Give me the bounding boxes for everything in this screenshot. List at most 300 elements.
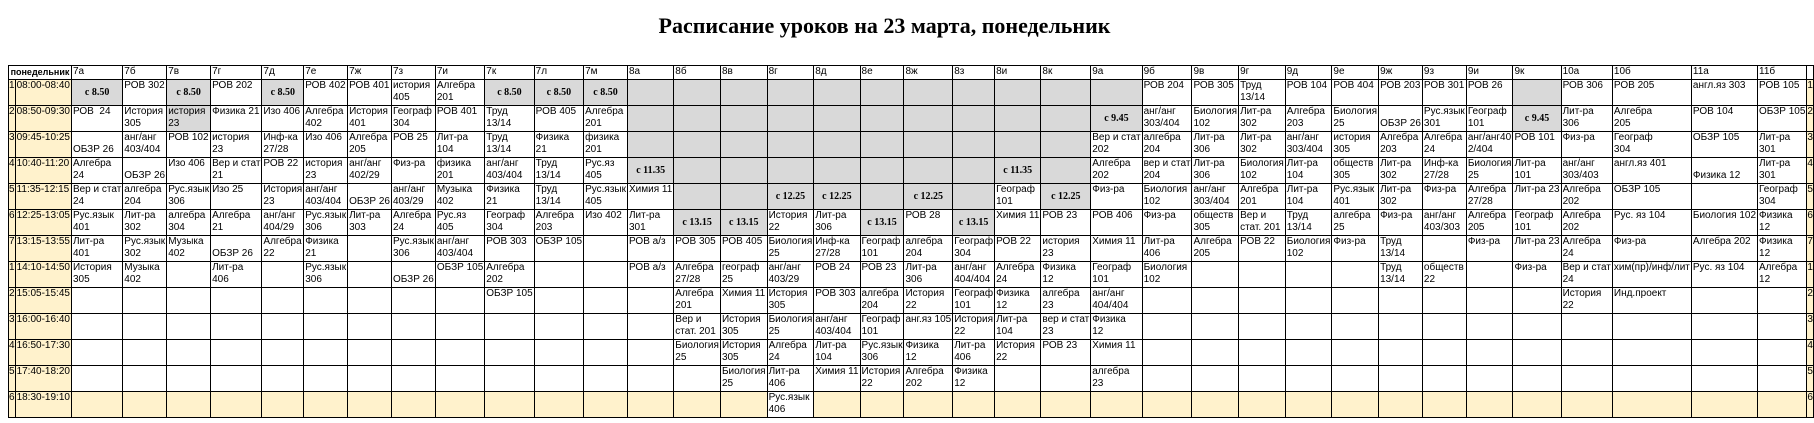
empty-cell (211, 340, 262, 366)
lesson-time: 17:40-18:20 (15, 366, 71, 392)
class-header: 9б (1142, 66, 1192, 80)
empty-cell (953, 184, 995, 210)
lesson-cell: РОВ 302 (123, 80, 167, 106)
lesson-cell: история 23 (1041, 236, 1091, 262)
lesson-cell: РОВ 25 (391, 132, 435, 158)
lesson-cell: с 9.45 (1091, 106, 1142, 132)
row-end-number: 1 (1807, 80, 1814, 106)
empty-cell (485, 340, 534, 366)
empty-cell (674, 158, 721, 184)
lesson-cell: Лит-ра 306 (1561, 106, 1612, 132)
empty-cell (262, 366, 304, 392)
lesson-cell: Алгебра 12 (1758, 262, 1807, 288)
lesson-row (9, 236, 1814, 262)
empty-cell (814, 106, 860, 132)
lesson-cell: Физ-ра (1513, 262, 1561, 288)
lesson-number: 2 (9, 106, 16, 132)
empty-cell (211, 366, 262, 392)
lesson-cell: РОВ 24 (71, 106, 122, 132)
class-header: 9и (1466, 66, 1513, 80)
lesson-row (9, 158, 1814, 184)
empty-cell (904, 392, 953, 418)
lesson-number: 5 (9, 184, 16, 210)
lesson-cell: с 13.15 (674, 210, 721, 236)
lesson-cell: Изо 406 (304, 132, 348, 158)
lesson-row (9, 366, 1814, 392)
lesson-cell: алгебра 204 (904, 236, 953, 262)
lesson-cell: Алгебра 24 (71, 158, 122, 184)
empty-cell (1513, 314, 1561, 340)
class-header: 10б (1612, 66, 1691, 80)
lesson-cell: англ.яз 303 (1691, 80, 1757, 106)
empty-cell (262, 314, 304, 340)
lesson-cell: Географ 304 (953, 236, 995, 262)
lesson-cell: РОВ 26 (1466, 80, 1513, 106)
lesson-time: 15:05-15:45 (15, 288, 71, 314)
lesson-cell: Алгебра 201 (435, 80, 484, 106)
class-header: 8г (767, 66, 814, 80)
lesson-cell: Вер и стат 24 (71, 184, 122, 210)
empty-cell (1379, 340, 1423, 366)
empty-cell (627, 132, 673, 158)
empty-cell (534, 392, 583, 418)
lesson-cell: РОВ 301 (1422, 80, 1466, 106)
lesson-cell: Рус.язык 401 (71, 210, 122, 236)
schedule-table (8, 65, 1814, 418)
day-label: понедельник (9, 66, 72, 80)
empty-cell (953, 158, 995, 184)
lesson-cell: ОБЗР 105 (534, 236, 583, 262)
lesson-cell: анг/анг 402/29 (348, 158, 392, 184)
empty-cell (814, 80, 860, 106)
lesson-cell: РОВ 105 (1758, 80, 1807, 106)
empty-cell (720, 80, 767, 106)
lesson-cell: Лит-ра 306 (1192, 132, 1239, 158)
lesson-row (9, 80, 1814, 106)
row-end-number: 3 (1807, 132, 1814, 158)
lesson-cell: Рус.язык 306 (391, 236, 435, 262)
lesson-cell: анг/анг 404/404 (1091, 288, 1142, 314)
empty-cell (534, 314, 583, 340)
empty-cell (348, 314, 392, 340)
lesson-cell: с 8.50 (71, 80, 122, 106)
class-header: 8а (627, 66, 673, 80)
empty-cell (720, 392, 767, 418)
lesson-cell: Биология 102 (1142, 262, 1192, 288)
lesson-cell: Лит-ра 301 (1758, 132, 1807, 158)
class-header: 7л (534, 66, 583, 80)
lesson-cell: История 22 (953, 314, 995, 340)
empty-cell (767, 106, 814, 132)
lesson-cell: Географ 304 (1758, 184, 1807, 210)
lesson-cell: хим(пр)/инф/лит (1612, 262, 1691, 288)
empty-cell (1513, 80, 1561, 106)
lesson-cell: История 305 (720, 340, 767, 366)
lesson-cell: с 13.15 (860, 210, 904, 236)
empty-cell (304, 314, 348, 340)
empty-cell (1285, 340, 1332, 366)
class-header: 8к (1041, 66, 1091, 80)
empty-cell (1332, 288, 1379, 314)
lesson-cell: ОБЗР 26 (123, 158, 167, 184)
lesson-cell: анг/анг 404/404 (953, 262, 995, 288)
lesson-time: 10:40-11:20 (15, 158, 71, 184)
lesson-number: 7 (9, 236, 16, 262)
lesson-cell: история 405 (391, 80, 435, 106)
empty-cell (71, 366, 122, 392)
lesson-cell: Физ-ра (1612, 236, 1691, 262)
lesson-time: 12:25-13:05 (15, 210, 71, 236)
empty-cell (1466, 366, 1513, 392)
lesson-cell: с 12.25 (767, 184, 814, 210)
lesson-cell: РОВ 22 (262, 158, 304, 184)
empty-cell (71, 392, 122, 418)
lesson-cell: Рус.язык 306 (167, 184, 211, 210)
lesson-cell: Химия 11 (814, 366, 860, 392)
empty-cell (1758, 392, 1807, 418)
lesson-cell: РОВ 303 (814, 288, 860, 314)
empty-cell (534, 262, 583, 288)
lesson-cell: Инд.проект (1612, 288, 1691, 314)
lesson-cell: вер и стат 23 (1041, 314, 1091, 340)
empty-cell (1758, 314, 1807, 340)
lesson-cell: физика 201 (584, 132, 628, 158)
empty-cell (1561, 314, 1612, 340)
lesson-cell: Рус.язык 302 (123, 236, 167, 262)
empty-cell (1466, 392, 1513, 418)
empty-cell (720, 132, 767, 158)
empty-cell (953, 392, 995, 418)
lesson-cell: с 8.50 (534, 80, 583, 106)
empty-cell (262, 340, 304, 366)
lesson-cell: Труд 13/14 (534, 158, 583, 184)
empty-cell (1285, 288, 1332, 314)
lesson-cell: Географ 101 (860, 314, 904, 340)
empty-cell (1285, 262, 1332, 288)
empty-cell (627, 366, 673, 392)
empty-cell (1561, 340, 1612, 366)
lesson-cell: англ.яз 401 (1612, 158, 1691, 184)
lesson-cell: Биология 102 (1285, 236, 1332, 262)
lesson-cell: Лит-ра 104 (435, 132, 484, 158)
lesson-cell: Алгебра 202 (1561, 184, 1612, 210)
empty-cell (584, 366, 628, 392)
empty-cell (953, 132, 995, 158)
lesson-cell: Лит-ра 306 (814, 210, 860, 236)
lesson-cell: Химия 11 (720, 288, 767, 314)
empty-cell (1379, 288, 1423, 314)
lesson-cell: анг.яз 105 (904, 314, 953, 340)
lesson-cell: Биология 25 (1466, 158, 1513, 184)
empty-cell (211, 288, 262, 314)
empty-cell (904, 132, 953, 158)
lesson-cell: с 8.50 (584, 80, 628, 106)
lesson-cell: Географ 101 (995, 184, 1041, 210)
empty-cell (348, 392, 392, 418)
class-header: 11б (1758, 66, 1807, 80)
lesson-cell: РОВ а/з (627, 236, 673, 262)
class-header: 8з (953, 66, 995, 80)
lesson-cell: РОВ 23 (860, 262, 904, 288)
lesson-cell: РОВ 402 (304, 80, 348, 106)
empty-cell (123, 366, 167, 392)
lesson-cell: анг/анг 404/29 (262, 210, 304, 236)
lesson-cell: алгебра 304 (167, 210, 211, 236)
empty-cell (1422, 288, 1466, 314)
empty-cell (860, 106, 904, 132)
lesson-cell: ОБЗР 26 (71, 132, 122, 158)
lesson-cell: РОВ 405 (720, 236, 767, 262)
empty-cell (391, 288, 435, 314)
lesson-row (9, 392, 1814, 418)
empty-cell (435, 366, 484, 392)
lesson-cell: Физ-ра (391, 158, 435, 184)
lesson-cell: Химия 11 (1091, 340, 1142, 366)
empty-cell (860, 80, 904, 106)
lesson-cell: Физ-ра (1561, 132, 1612, 158)
lesson-number: 3 (9, 132, 16, 158)
empty-cell (995, 366, 1041, 392)
lesson-cell: алгебра 23 (1041, 288, 1091, 314)
empty-cell (391, 340, 435, 366)
empty-cell (123, 288, 167, 314)
lesson-cell: Алгебра 24 (391, 210, 435, 236)
lesson-cell: История 23 (262, 184, 304, 210)
class-header: 7м (584, 66, 628, 80)
lesson-cell: Биология 102 (1691, 210, 1757, 236)
lesson-cell: Химия 11 (627, 184, 673, 210)
lesson-time: 11:35-12:15 (15, 184, 71, 210)
empty-cell (860, 158, 904, 184)
lesson-cell: анг/анг 303/403 (1561, 158, 1612, 184)
lesson-cell: Химия 11 (995, 210, 1041, 236)
lesson-cell: РОВ 101 (1513, 132, 1561, 158)
empty-cell (1142, 288, 1192, 314)
lesson-cell: Географ 304 (1612, 132, 1691, 158)
row-end-number: 4 (1807, 340, 1814, 366)
lesson-cell: Алгебра 203 (1285, 106, 1332, 132)
lesson-cell: Физика 21 (304, 236, 348, 262)
lesson-cell: История 22 (1561, 288, 1612, 314)
empty-cell (1091, 80, 1142, 106)
empty-cell (348, 340, 392, 366)
lesson-cell: Лит-ра 303 (348, 210, 392, 236)
lesson-cell: история 305 (1332, 132, 1379, 158)
empty-cell (71, 314, 122, 340)
lesson-cell: Физ-ра (1466, 236, 1513, 262)
empty-cell (627, 106, 673, 132)
lesson-cell: Алгебра 202 (1091, 158, 1142, 184)
empty-cell (1285, 392, 1332, 418)
empty-cell (71, 288, 122, 314)
lesson-cell: анг/анг 403/404 (435, 236, 484, 262)
empty-cell (1612, 314, 1691, 340)
empty-cell (1285, 366, 1332, 392)
empty-cell (167, 314, 211, 340)
empty-cell (211, 314, 262, 340)
lesson-cell: Рус.язык 306 (304, 210, 348, 236)
empty-cell (627, 288, 673, 314)
empty-cell (1332, 340, 1379, 366)
lesson-row (9, 184, 1814, 210)
lesson-cell: Лит-ра 101 (1513, 158, 1561, 184)
lesson-cell: История 22 (860, 366, 904, 392)
lesson-cell: Вер и стат. 201 (1239, 210, 1286, 236)
empty-cell (167, 366, 211, 392)
lesson-cell: алгебра 204 (123, 184, 167, 210)
empty-cell (348, 288, 392, 314)
empty-cell (1612, 392, 1691, 418)
lesson-cell: Алгебра 205 (1612, 106, 1691, 132)
empty-cell (584, 262, 628, 288)
lesson-cell: Лит-ра 302 (1239, 106, 1286, 132)
empty-cell (211, 392, 262, 418)
lesson-number: 5 (9, 366, 16, 392)
lesson-cell: Лит-ра 104 (995, 314, 1041, 340)
empty-cell (1192, 314, 1239, 340)
lesson-cell: Географ 101 (1513, 210, 1561, 236)
empty-cell (534, 340, 583, 366)
empty-cell (584, 288, 628, 314)
header-end-cell (1807, 66, 1814, 80)
lesson-cell: Вер и стат. 201 (674, 314, 721, 340)
lesson-cell: ОБЗР 105 (485, 288, 534, 314)
class-header: 9а (1091, 66, 1142, 80)
lesson-cell: Лит-ра 406 (211, 262, 262, 288)
lesson-cell: анг/анг 403/29 (391, 184, 435, 210)
empty-cell (1513, 366, 1561, 392)
empty-cell (814, 392, 860, 418)
lesson-cell: Инф-ка 27/28 (262, 132, 304, 158)
lesson-cell: ОБЗР 26 (211, 236, 262, 262)
lesson-cell: ОБЗР 105 (1612, 184, 1691, 210)
empty-cell (720, 184, 767, 210)
class-header: 9в (1192, 66, 1239, 80)
empty-cell (1239, 366, 1286, 392)
lesson-cell: Биология 102 (1142, 184, 1192, 210)
empty-cell (584, 236, 628, 262)
lesson-cell: Лит-ра 302 (1239, 132, 1286, 158)
lesson-cell: Физика 12 (953, 366, 995, 392)
empty-cell (435, 392, 484, 418)
lesson-cell: Лит-ра 301 (1758, 158, 1807, 184)
lesson-number: 4 (9, 340, 16, 366)
empty-cell (391, 314, 435, 340)
lesson-cell: Инф-ка 27/28 (1422, 158, 1466, 184)
page-title: Расписание уроков на 23 марта, понедельник (658, 13, 1111, 38)
lesson-cell: алгебра 204 (1142, 132, 1192, 158)
lesson-time: 18:30-19:10 (15, 392, 71, 418)
empty-cell (1192, 366, 1239, 392)
lesson-number: 1 (9, 262, 16, 288)
lesson-cell: Физ-ра (1379, 210, 1423, 236)
lesson-cell: Географ 101 (860, 236, 904, 262)
lesson-cell: ОБЗР 26 (1379, 106, 1423, 132)
lesson-time: 16:50-17:30 (15, 340, 71, 366)
lesson-cell: Труд 13/14 (1379, 262, 1423, 288)
empty-cell (860, 184, 904, 210)
lesson-cell: История 401 (348, 106, 392, 132)
class-header: 9е (1332, 66, 1379, 80)
lesson-cell: Физика 12 (995, 288, 1041, 314)
empty-cell (1192, 288, 1239, 314)
lesson-cell: с 13.15 (953, 210, 995, 236)
empty-cell (1041, 106, 1091, 132)
empty-cell (627, 340, 673, 366)
lesson-cell: Изо 406 (167, 158, 211, 184)
lesson-cell: Рус. яз 104 (1612, 210, 1691, 236)
lesson-cell: Физика 12 (1091, 314, 1142, 340)
class-header: 7а (71, 66, 122, 80)
empty-cell (1691, 314, 1757, 340)
lesson-cell: Биология 25 (767, 314, 814, 340)
class-header: 7в (167, 66, 211, 80)
lesson-cell: анг/анг 303/404 (1285, 132, 1332, 158)
lesson-cell: алгебра 23 (1091, 366, 1142, 392)
empty-cell (1691, 392, 1757, 418)
empty-cell (1379, 392, 1423, 418)
empty-cell (1285, 314, 1332, 340)
lesson-cell: Лит-ра 104 (814, 340, 860, 366)
lesson-cell: РОВ 406 (1091, 210, 1142, 236)
lesson-cell: Алгебра 205 (1466, 210, 1513, 236)
empty-cell (1192, 340, 1239, 366)
empty-cell (995, 392, 1041, 418)
lesson-cell: алгебра 204 (860, 288, 904, 314)
lesson-cell: Географ 304 (391, 106, 435, 132)
lesson-cell: ОБЗР 105 (1758, 106, 1807, 132)
lesson-cell: Рус.язык 306 (304, 262, 348, 288)
lesson-cell: Географ 101 (953, 288, 995, 314)
lesson-cell: анг/анг 403/404 (814, 314, 860, 340)
lesson-cell: Физика 12 (1691, 158, 1757, 184)
empty-cell (1142, 340, 1192, 366)
lesson-cell: История 305 (123, 106, 167, 132)
empty-cell (534, 288, 583, 314)
empty-cell (485, 392, 534, 418)
empty-cell (1239, 392, 1286, 418)
lesson-time: 14:10-14:50 (15, 262, 71, 288)
lesson-cell: РОВ 203 (1379, 80, 1423, 106)
empty-cell (304, 288, 348, 314)
lesson-cell: РОВ 24 (814, 262, 860, 288)
lesson-cell: с 13.15 (720, 210, 767, 236)
empty-cell (720, 106, 767, 132)
lesson-cell: Лит-ра 401 (71, 236, 122, 262)
empty-cell (1561, 366, 1612, 392)
empty-cell (1142, 366, 1192, 392)
empty-cell (1513, 288, 1561, 314)
class-header: 8б (674, 66, 721, 80)
lesson-cell: с 8.50 (167, 80, 211, 106)
empty-cell (1758, 340, 1807, 366)
lesson-cell: с 8.50 (262, 80, 304, 106)
lesson-cell: Физ-ра (1332, 236, 1379, 262)
empty-cell (674, 132, 721, 158)
lesson-row (9, 210, 1814, 236)
empty-cell (1239, 314, 1286, 340)
lesson-cell: Рус.яз 405 (584, 158, 628, 184)
lesson-cell: Физика 21 (534, 132, 583, 158)
lesson-cell: Лит-ра 104 (1285, 158, 1332, 184)
lesson-cell: РОВ 23 (1041, 210, 1091, 236)
empty-cell (674, 392, 721, 418)
lesson-cell: история 23 (167, 106, 211, 132)
empty-cell (167, 392, 211, 418)
empty-cell (123, 392, 167, 418)
lesson-number: 3 (9, 314, 16, 340)
lesson-cell: Физ-ра (1091, 184, 1142, 210)
